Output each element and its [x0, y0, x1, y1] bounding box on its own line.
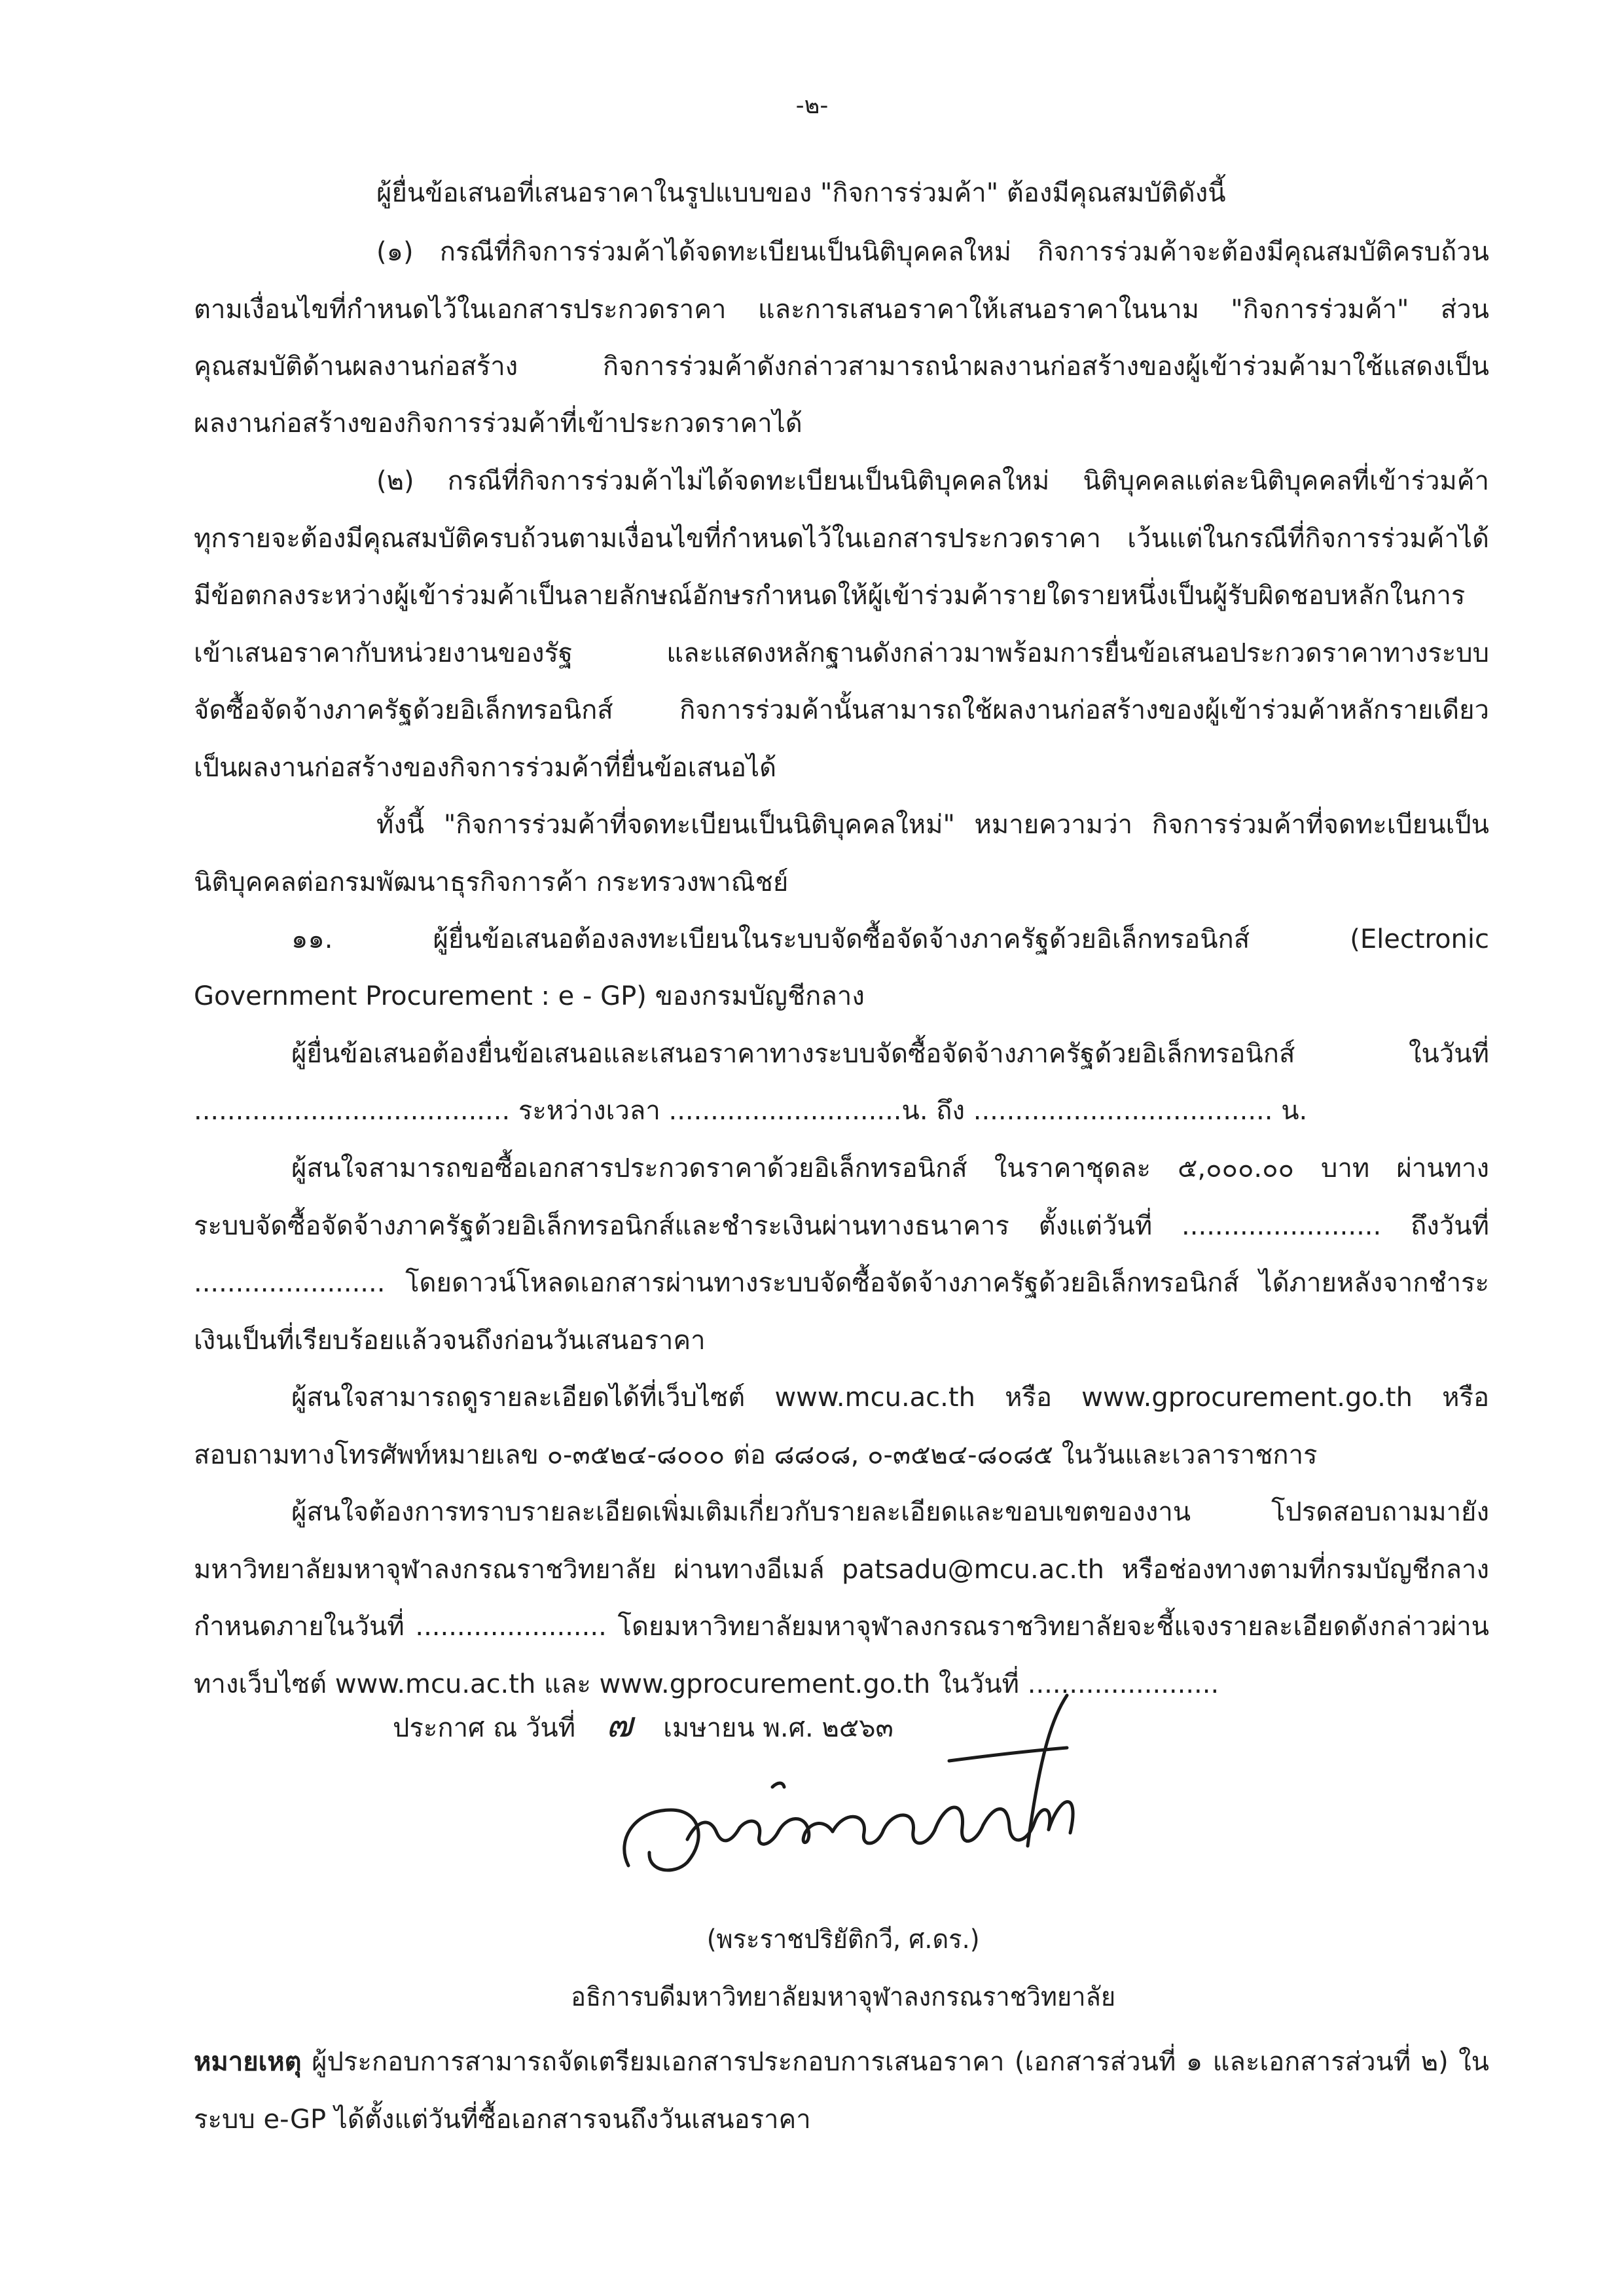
- intro-line: ผู้ยื่นข้อเสนอที่เสนอราคาในรูปแบบของ "กิจการร่วมค้า" ต้องมีคุณสมบัติดังนี้: [376, 178, 1226, 208]
- signatory-title: อธิการบดีมหาวิทยาลัยมหาจุฬาลงกรณราชวิทยาลัย: [571, 1982, 1116, 2012]
- more-info-line: ทางเว็บไซต์ www.mcu.ac.th และ www.gprocurement.go.th ในวันที่ .......................: [194, 1669, 1219, 1699]
- para2-line: ทุกรายจะต้องมีคุณสมบัติครบถ้วนตามเงื่อนไขที่กำหนดไว้ในเอกสารประกวดราคา เว้นแต่ในกรณีที่กิจการร่วมค้าได้: [194, 524, 1489, 554]
- submission-line: ผู้ยื่นข้อเสนอต้องยื่นข้อเสนอและเสนอราคาทางระบบจัดซื้อจัดจ้างภาครัฐด้วยอิเล็กทรอนิกส์ ในวันที่: [291, 1039, 1489, 1069]
- note-text-1: ผู้ประกอบการสามารถจัดเตรียมเอกสารประกอบการเสนอราคา (เอกสารส่วนที่ ๑ และเอกสารส่วนที่ ๒) ใน: [312, 2047, 1489, 2077]
- page-number: -๒-: [795, 92, 829, 119]
- more-info-line: มหาวิทยาลัยมหาจุฬาลงกรณราชวิทยาลัย ผ่านทางอีเมล์ patsadu@mcu.ac.th หรือช่องทางตามที่กรมบัญชีกลาง: [194, 1555, 1489, 1585]
- announce-prefix: ประกาศ ณ วันที่: [393, 1713, 576, 1743]
- para2-line: (๒) กรณีที่กิจการร่วมค้าไม่ได้จดทะเบียนเป็นนิติบุคคลใหม่ นิติบุคคลแต่ละนิติบุคคลที่เข้าร่วมค้า: [376, 466, 1489, 496]
- para2-line: เข้าเสนอราคากับหน่วยงานของรัฐ และแสดงหลักฐานดังกล่าวมาพร้อมการยื่นข้อเสนอประกวดราคาทางระบบ: [194, 638, 1489, 668]
- purchase-line: เงินเป็นที่เรียบร้อยแล้วจนถึงก่อนวันเสนอราคา: [194, 1326, 706, 1356]
- signatory-name: (พระราชปริยัติกวี, ศ.ดร.): [706, 1925, 980, 1955]
- more-info-line: ผู้สนใจต้องการทราบรายละเอียดเพิ่มเติมเกี่ยวกับรายละเอียดและขอบเขตของงาน โปรดสอบถามมายัง: [291, 1497, 1489, 1527]
- para2-line: จัดซื้อจัดจ้างภาครัฐด้วยอิเล็กทรอนิกส์ กิจการร่วมค้านั้นสามารถใช้ผลงานก่อสร้างของผู้เข้าร่วมค้าหลักรายเดียว: [194, 695, 1489, 725]
- para1-line: ผลงานก่อสร้างของกิจการร่วมค้าที่เข้าประกวดราคาได้: [194, 408, 803, 439]
- para2-line: เป็นผลงานก่อสร้างของกิจการร่วมค้าที่ยื่นข้อเสนอได้: [194, 753, 777, 783]
- announce-month-year: เมษายน พ.ศ. ๒๕๖๓: [663, 1713, 893, 1743]
- note-line-1: [194, 2046, 1489, 2078]
- announce-day: ๗: [605, 1704, 633, 1745]
- definition-line: นิติบุคคลต่อกรมพัฒนาธุรกิจการค้า กระทรวงพาณิชย์: [194, 867, 789, 897]
- contact-line: ผู้สนใจสามารถดูรายละเอียดได้ที่เว็บไซต์ www.mcu.ac.th หรือ www.gprocurement.go.th หรือ: [291, 1382, 1489, 1413]
- contact-line: สอบถามทางโทรศัพท์หมายเลข ๐-๓๕๒๔-๘๐๐๐ ต่อ ๘๘๐๘, ๐-๓๕๒๔-๘๐๘๕ ในวันและเวลาราชการ: [194, 1440, 1318, 1470]
- definition-line: ทั้งนี้ "กิจการร่วมค้าที่จดทะเบียนเป็นนิติบุคคลใหม่" หมายความว่า กิจการร่วมค้าที่จดทะเบียนเป็น: [376, 810, 1489, 840]
- para1-line: (๑) กรณีที่กิจการร่วมค้าได้จดทะเบียนเป็นนิติบุคคลใหม่ กิจการร่วมค้าจะต้องมีคุณสมบัติครบถ้วน: [376, 237, 1489, 267]
- submission-line: ...................................... ระหว่างเวลา ............................น. ถึง .................................... น.: [194, 1096, 1308, 1126]
- note-line-2: ระบบ e-GP ได้ตั้งแต่วันที่ซื้อเอกสารจนถึงวันเสนอราคา: [194, 2105, 811, 2135]
- item11-line: ๑๑. ผู้ยื่นข้อเสนอต้องลงทะเบียนในระบบจัดซื้อจัดจ้างภาครัฐด้วยอิเล็กทรอนิกส์ (Electronic: [291, 924, 1489, 954]
- purchase-line: ระบบจัดซื้อจัดจ้างภาครัฐด้วยอิเล็กทรอนิกส์และชำระเงินผ่านทางธนาคาร ตั้งแต่วันที่ ........................ ถึงวันที่: [194, 1211, 1489, 1241]
- more-info-line: กำหนดภายในวันที่ ....................... โดยมหาวิทยาลัยมหาจุฬาลงกรณราชวิทยาลัยจะชี้แจงรายละเอียดดังกล่าวผ่าน: [194, 1612, 1489, 1642]
- purchase-line: ผู้สนใจสามารถขอซื้อเอกสารประกวดราคาด้วยอิเล็กทรอนิกส์ ในราคาชุดละ ๕,๐๐๐.๐๐ บาท ผ่านทาง: [291, 1153, 1489, 1184]
- purchase-line: ....................... โดยดาวน์โหลดเอกสารผ่านทางระบบจัดซื้อจัดจ้างภาครัฐด้วยอิเล็กทรอนิกส์ ได้ภายหลังจากชำระ: [194, 1268, 1489, 1298]
- para2-line: มีข้อตกลงระหว่างผู้เข้าร่วมค้าเป็นลายลักษณ์อักษรกำหนดให้ผู้เข้าร่วมค้ารายใดรายหนึ่งเป็นผู้รับผิดชอบหลักในการ: [194, 581, 1466, 611]
- handwritten-signature: [609, 1676, 1146, 1905]
- para1-line: คุณสมบัติด้านผลงานก่อสร้าง กิจการร่วมค้าดังกล่าวสามารถนำผลงานก่อสร้างของผู้เข้าร่วมค้ามาใช้แสดงเป็น: [194, 352, 1489, 382]
- item11-line: Government Procurement : e - GP) ของกรมบัญชีกลาง: [194, 981, 865, 1011]
- para1-line: ตามเงื่อนไขที่กำหนดไว้ในเอกสารประกวดราคา และการเสนอราคาให้เสนอราคาในนาม "กิจการร่วมค้า" ส่วน: [194, 295, 1489, 325]
- note-label: หมายเหตุ: [194, 2047, 302, 2077]
